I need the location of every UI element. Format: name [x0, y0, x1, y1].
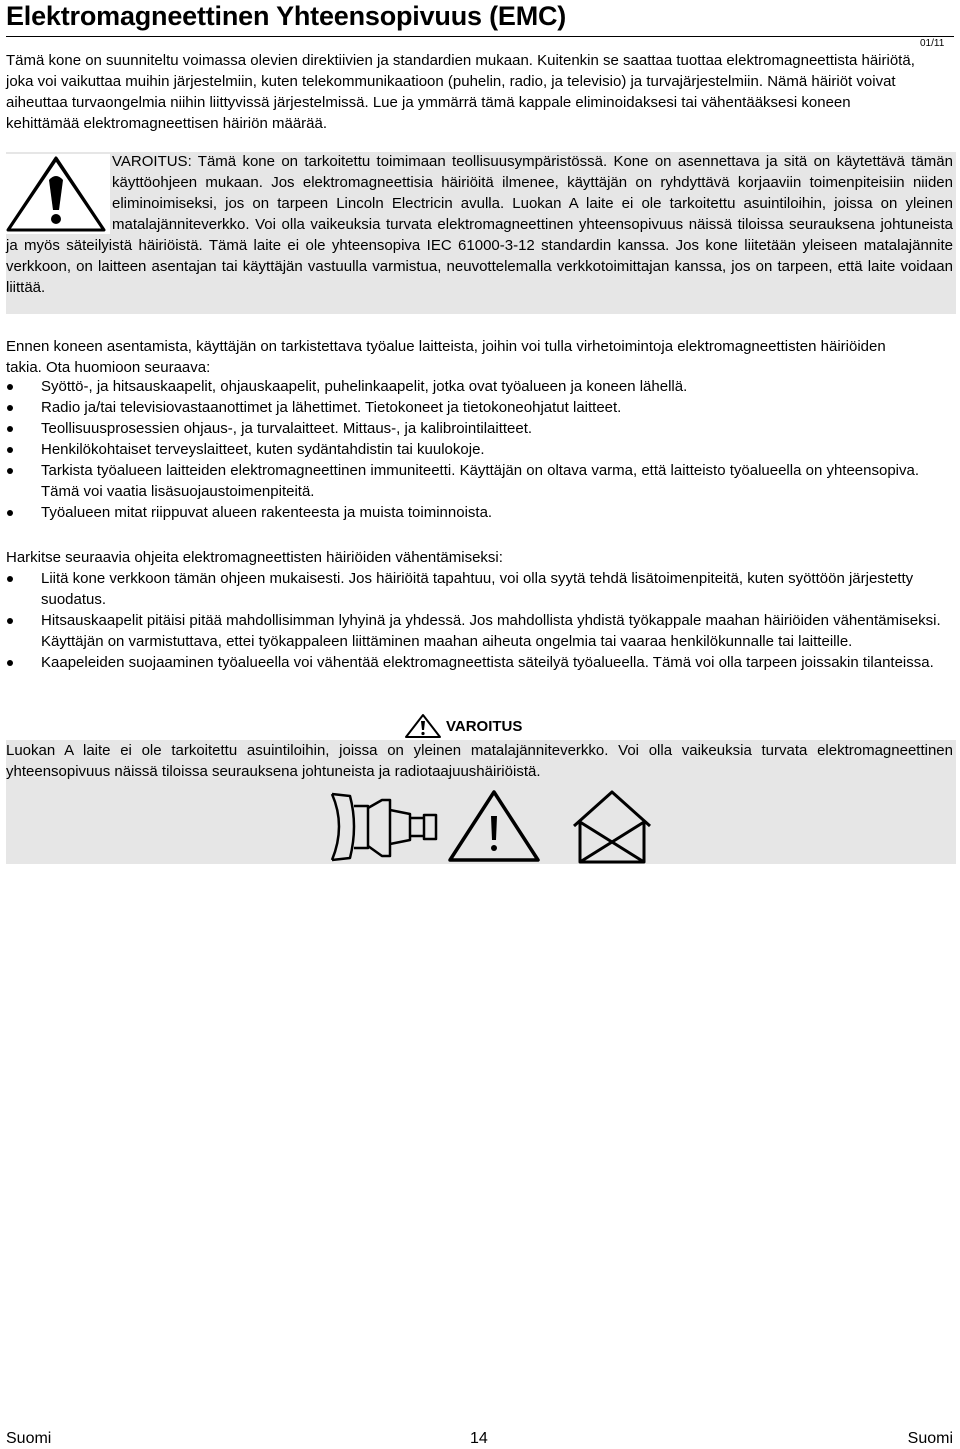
list-item: Kaapeleiden suojaaminen työalueella voi vähentää elektromagneettista säteilyä työalueella. Tämä voi olla tarpeen joissakin tilanteissa.: [6, 652, 950, 673]
warning-triangle-icon: [404, 713, 442, 739]
reduction-intro: Harkitse seuraavia ohjeita elektromagneettisten häiriöiden vähentämiseksi:: [6, 549, 503, 566]
warning-triangle-icon: [450, 792, 538, 860]
title-divider: [6, 36, 954, 37]
warning-heading-label: VAROITUS: [446, 717, 523, 735]
icon-spacer: [6, 151, 112, 234]
page-title: Elektromagneettinen Yhteensopivuus (EMC): [6, 1, 567, 31]
list-item: Työalueen mitat riippuvat alueen rakenteesta ja muista toiminnoista.: [6, 502, 950, 523]
revision-code: 01/11: [920, 38, 945, 49]
warning-heading: [404, 713, 522, 739]
list-item: Tarkista työalueen laitteiden elektromagneettinen immuniteetti. Käyttäjän on oltava varma, että laitteisto työalueella on yhteensopiva. Tämä voi vaatia lisäsuojaustoimenpiteitä.: [6, 460, 950, 502]
warning-text-2: Luokan A laite ei ole tarkoitettu asuintiloihin, joissa on yleinen matalajänniteverkko. Voi olla vaikeuksia turvata elektromagneettinen yhteensopivuus näissä tiloissa seurauksena johtuneista ja radiotaajuushäiriöistä.: [6, 742, 953, 780]
intro-paragraph: Tämä kone on suunniteltu voimassa olevien direktiivien ja standardien mukaan. Kuitenkin se saattaa tuottaa elektromagneettista häiriötä, joka voi vaikuttaa muihin järjestelmiin, kuten telekommunikaatioon (puhelin, radio, ja televisio) ja turvajärjestelmiin. Nämä häiriöt voivat aiheuttaa turvaongelmia niihin liittyvissä järjestelmissä. Lue ja ymmärrä tämä kappale eliminoidaksesi tai vähentääksesi koneen kehittämää elektromagneettisen häiriön määrää.: [6, 52, 915, 132]
list-item: Teollisuusprosessien ohjaus-, ja turvalaitteet. Mittaus-, ja kalibrointilaitteet.: [6, 418, 950, 439]
warning-paragraph: [6, 151, 953, 298]
reduction-list: [6, 568, 950, 673]
plug-icon: [332, 794, 436, 860]
warning-symbols: [324, 788, 664, 864]
preparation-list: [6, 376, 950, 523]
preparation-intro: Ennen koneen asentamista, käyttäjän on tarkistettava työalue laitteista, joihin voi tulla virhetoimintoja elektromagneettisten häiriöiden takia. Ota huomioon seuraava:: [6, 338, 886, 376]
footer-language-left: Suomi: [6, 1430, 52, 1447]
warning-text: VAROITUS: Tämä kone on tarkoitettu toimimaan teollisuusympäristössä. Kone on asennettava ja sitä on käytettävä tämän käyttöohjeen mukaan. Jos elektromagneettisia häiriöitä ilmenee, käyttäjän on ryhdyttävä korjaaviin toimenpiteisiin niiden eliminoimiseksi, jos on tarpeen Lincoln Electricin avulla. Luokan A laite ei ole tarkoitettu asuintiloihin, joissa on yleinen matalajänniteverkko. Voi olla vaikeuksia turvata elektromagneettinen yhteensopivuus näissä tiloissa seurauksena johtuneista ja myös säteilyistä häiriöistä. Tämä laite ei ole yhteensopiva IEC 61000-3-12 standardin kanssa. Jos kone liitetään yleiseen matalajännite verkkoon, on laitteen asentajan tai käyttäjän vastuulla varmistua, neuvottelemalla verkkotoimittajan kanssa, jos on tarpeen, että laite voidaan liittää.: [6, 153, 953, 296]
list-item: Hitsauskaapelit pitäisi pitää mahdollisimman lyhyinä ja yhdessä. Jos mahdollista yhdistä työkappale maahan häiriöiden vähentämiseksi. Käyttäjän on varmistuttava, ettei työkappaleen liittäminen maahan aiheuta ongelmia tai vaaraa henkilökunnalle tai laitteille.: [6, 610, 950, 652]
crossed-house-icon: [574, 792, 650, 862]
footer-language-right: Suomi: [907, 1430, 953, 1447]
list-item: Syöttö-, ja hitsauskaapelit, ohjauskaapelit, puhelinkaapelit, jotka ovat työalueen ja koneen lähellä.: [6, 376, 950, 397]
list-item: Henkilökohtaiset terveyslaitteet, kuten sydäntahdistin tai kuulokoje.: [6, 439, 950, 460]
list-item: Liitä kone verkkoon tämän ohjeen mukaisesti. Jos häiriöitä tapahtuu, voi olla syytä tehdä lisätoimenpiteitä, kuten syöttöön järjestetty suodatus.: [6, 568, 950, 610]
list-item: Radio ja/tai televisiovastaanottimet ja lähettimet. Tietokoneet ja tietokoneohjatut laitteet.: [6, 397, 950, 418]
page-number: 14: [470, 1430, 488, 1447]
